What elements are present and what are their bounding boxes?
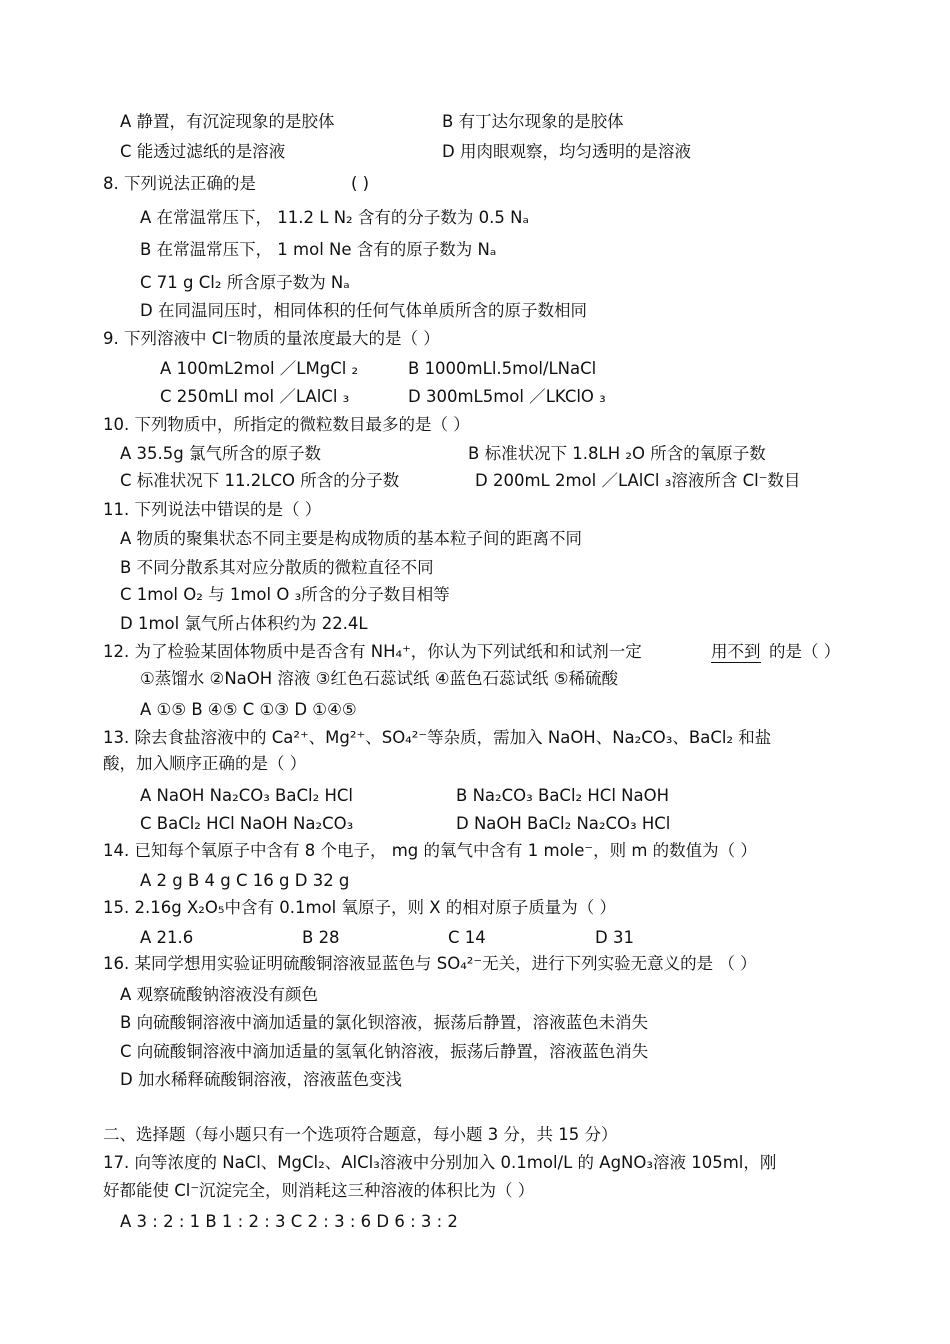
text-segment: A 在常温常压下， 11.2 L N₂ 含有的分子数为 0.5 Nₐ	[140, 208, 529, 227]
text-segment: A 3 : 2 : 1 B 1 : 2 : 3 C 2 : 3 : 6 D 6 : 3 : 2	[120, 1212, 458, 1231]
text-segment: 13. 除去食盐溶液中的 Ca²⁺、Mg²⁺、SO₄²⁻等杂质，需加入 NaOH、Na₂CO₃、BaCl₂ 和盐	[103, 728, 772, 747]
text-segment: C 14	[448, 928, 486, 947]
text-segment: 二、选择题（每小题只有一个选项符合题意，每小题 3 分，共 15 分）	[103, 1125, 618, 1144]
text-segment: C BaCl₂ HCl NaOH Na₂CO₃	[140, 814, 354, 833]
text-segment: A 35.5g 氯气所含的原子数	[120, 444, 321, 463]
text-segment: A 静置，有沉淀现象的是胶体	[120, 112, 335, 131]
text-segment: 10. 下列物质中，所指定的微粒数目最多的是（ ）	[103, 415, 470, 434]
text-segment: C 1mol O₂ 与 1mol O ₃所含的分子数目相等	[120, 585, 450, 604]
text-segment: 9. 下列溶液中 Cl⁻物质的量浓度最大的是（ ）	[103, 329, 440, 348]
text-segment: 12. 为了检验某固体物质中是否含有 NH₄⁺，你认为下列试纸和和试剂一定	[103, 642, 642, 661]
text-segment: 14. 已知每个氧原子中含有 8 个电子， mg 的氧气中含有 1 mole⁻，则 m 的数值为（ ）	[103, 841, 757, 860]
text-segment: B Na₂CO₃ BaCl₂ HCl NaOH	[456, 786, 670, 805]
text-segment: A ①⑤ B ④⑤ C ①③ D ①④⑤	[140, 700, 357, 719]
text-segment: C 能透过滤纸的是溶液	[120, 142, 286, 161]
text-segment: A 21.6	[140, 928, 194, 947]
text-segment: A 2 g B 4 g C 16 g D 32 g	[140, 871, 350, 890]
text-segment: A 物质的聚集状态不同主要是构成物质的基本粒子间的距离不同	[120, 529, 583, 548]
text-segment: B 有丁达尔现象的是胶体	[442, 112, 624, 131]
text-segment: D 300mL5mol ／LKClO ₃	[408, 387, 606, 406]
text-segment: ( )	[351, 174, 370, 193]
text-segment: D 1mol 氯气所占体积约为 22.4L	[120, 614, 368, 633]
text-segment: C 250mLl mol ／LAlCl ₃	[160, 387, 350, 406]
text-segment: D 加水稀释硫酸铜溶液，溶液蓝色变浅	[120, 1070, 402, 1089]
text-segment: B 28	[302, 928, 340, 947]
text-segment: D 31	[595, 928, 634, 947]
text-segment: 8. 下列说法正确的是	[103, 174, 256, 193]
text-segment: D 用肉眼观察，均匀透明的是溶液	[442, 142, 691, 161]
text-segment: D NaOH BaCl₂ Na₂CO₃ HCl	[456, 814, 671, 833]
text-segment: A 观察硫酸钠溶液没有颜色	[120, 985, 319, 1004]
text-segment: A 100mL2mol ／LMgCl ₂	[160, 359, 359, 378]
underlined-text: 用不到	[711, 642, 761, 661]
text-segment: 15. 2.16g X₂O₅中含有 0.1mol 氧原子，则 X 的相对原子质量为（ ）	[103, 898, 616, 917]
text-segment: B 不同分散系其对应分散质的微粒直径不同	[120, 558, 434, 577]
text-segment: C 71 g Cl₂ 所含原子数为 Nₐ	[140, 273, 350, 292]
text-segment: B 在常温常压下， 1 mol Ne 含有的原子数为 Nₐ	[140, 240, 497, 259]
text-segment: D 在同温同压时，相同体积的任何气体单质所含的原子数相同	[140, 301, 587, 320]
text-segment: 11. 下列说法中错误的是（ ）	[103, 500, 322, 519]
text-segment: ①蒸馏水 ②NaOH 溶液 ③红色石蕊试纸 ④蓝色石蕊试纸 ⑤稀硫酸	[140, 669, 619, 688]
text-segment: B 1000mLl.5mol/LNaCl	[408, 359, 597, 378]
text-segment: 的是（ ）	[769, 642, 841, 661]
text-segment: 16. 某同学想用实验证明硫酸铜溶液显蓝色与 SO₄²⁻无关，进行下列实验无意义的是 （ ）	[103, 954, 757, 973]
text-segment: 好都能使 Cl⁻沉淀完全，则消耗这三种溶液的体积比为（ ）	[103, 1181, 535, 1200]
text-segment: 酸，加入顺序正确的是（ ）	[103, 754, 307, 773]
text-segment: A NaOH Na₂CO₃ BaCl₂ HCl	[140, 786, 353, 805]
text-segment: D 200mL 2mol ／LAlCl ₃溶液所含 Cl⁻数目	[475, 471, 801, 490]
text-segment: B 向硫酸铜溶液中滴加适量的氯化钡溶液，振荡后静置，溶液蓝色未消失	[120, 1013, 649, 1032]
text-segment: C 向硫酸铜溶液中滴加适量的氢氧化钠溶液，振荡后静置，溶液蓝色消失	[120, 1042, 649, 1061]
text-segment: 17. 向等浓度的 NaCl、MgCl₂、AlCl₃溶液中分别加入 0.1mol/L 的 AgNO₃溶液 105ml，刚	[103, 1153, 777, 1172]
text-segment: B 标准状况下 1.8LH ₂O 所含的氧原子数	[468, 444, 766, 463]
text-segment: C 标准状况下 11.2LCO 所含的分子数	[120, 471, 400, 490]
